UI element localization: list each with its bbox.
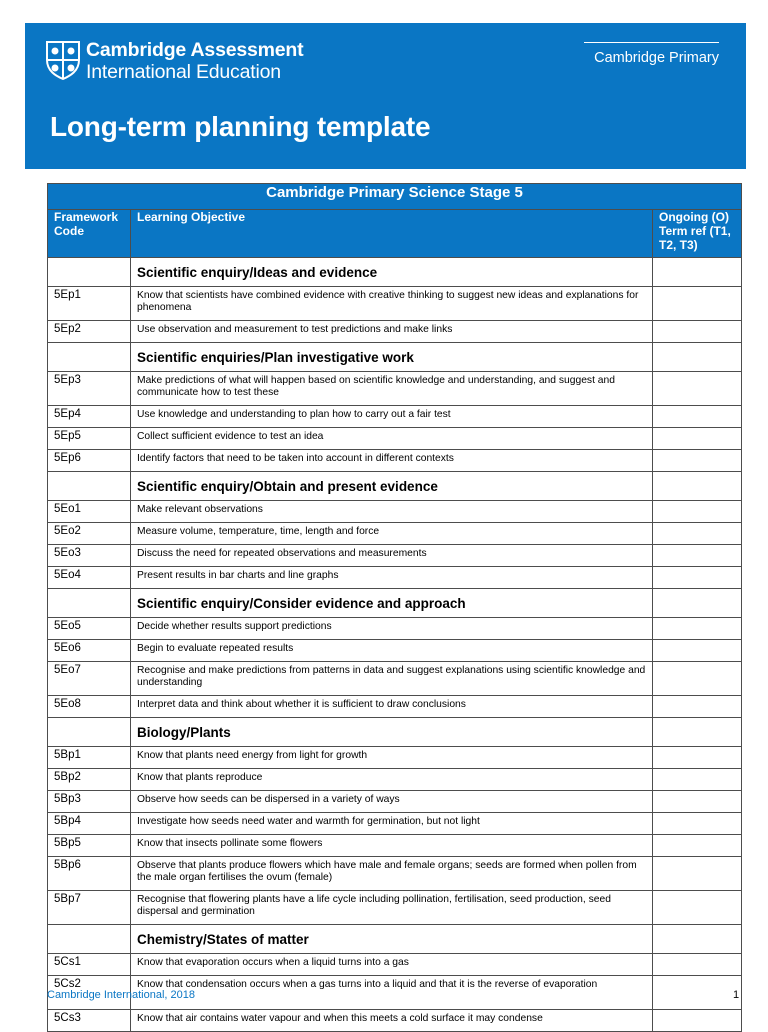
learning-objective: Make relevant observations	[131, 501, 653, 523]
table-row	[48, 523, 742, 545]
table-row	[48, 567, 742, 589]
section-row	[48, 343, 742, 372]
column-header-code: Framework Code	[48, 210, 131, 258]
table-row	[48, 954, 742, 976]
section-row	[48, 925, 742, 954]
framework-code: 5Eo5	[48, 618, 131, 640]
framework-code: 5Ep1	[48, 287, 131, 321]
term-ref-cell[interactable]	[653, 954, 742, 976]
framework-code: 5Ep5	[48, 428, 131, 450]
page-title: Long-term planning template	[50, 111, 431, 142]
framework-code: 5Eo6	[48, 640, 131, 662]
term-ref-cell[interactable]	[653, 545, 742, 567]
learning-objective: Know that scientists have combined evidence with creative thinking to suggest new ideas and explanations for phenomena	[131, 287, 653, 321]
term-ref-cell[interactable]	[653, 769, 742, 791]
term-ref-cell[interactable]	[653, 718, 742, 747]
learning-objective: Recognise and make predictions from patterns in data and suggest explanations using scientific knowledge and understanding	[131, 662, 653, 696]
table-row	[48, 321, 742, 343]
framework-code: 5Bp3	[48, 791, 131, 813]
framework-code: 5Ep6	[48, 450, 131, 472]
section-code-cell	[48, 258, 131, 287]
learning-objective: Make predictions of what will happen based on scientific knowledge and understanding, and suggest and communicate how to test these	[131, 372, 653, 406]
term-ref-cell[interactable]	[653, 372, 742, 406]
university-crest-icon	[45, 40, 81, 80]
framework-code: 5Eo2	[48, 523, 131, 545]
term-ref-cell[interactable]	[653, 567, 742, 589]
table-row	[48, 747, 742, 769]
section-code-cell	[48, 925, 131, 954]
column-header-objective: Learning Objective	[131, 210, 653, 258]
programme-label: Cambridge Primary	[594, 50, 719, 66]
framework-code: 5Bp7	[48, 891, 131, 925]
term-ref-cell[interactable]	[653, 287, 742, 321]
framework-code: 5Eo8	[48, 696, 131, 718]
framework-code: 5Cs2	[48, 976, 131, 1010]
framework-code: 5Bp5	[48, 835, 131, 857]
term-ref-cell[interactable]	[653, 857, 742, 891]
term-ref-cell[interactable]	[653, 523, 742, 545]
learning-objective: Measure volume, temperature, time, length and force	[131, 523, 653, 545]
term-ref-cell[interactable]	[653, 589, 742, 618]
learning-objective: Observe that plants produce flowers which have male and female organs; seeds are formed when pollen from the male organ fertilises the ovum (female)	[131, 857, 653, 891]
table-row	[48, 791, 742, 813]
table-title: Cambridge Primary Science Stage 5	[48, 184, 742, 210]
table-row	[48, 618, 742, 640]
section-heading: Biology/Plants	[131, 718, 653, 747]
term-ref-cell[interactable]	[653, 640, 742, 662]
learning-objective: Know that insects pollinate some flowers	[131, 835, 653, 857]
term-ref-cell[interactable]	[653, 891, 742, 925]
framework-code: 5Ep4	[48, 406, 131, 428]
section-heading: Scientific enquiry/Obtain and present evidence	[131, 472, 653, 501]
term-ref-cell[interactable]	[653, 258, 742, 287]
table-row	[48, 891, 742, 925]
learning-objective: Present results in bar charts and line graphs	[131, 567, 653, 589]
column-header-term: Ongoing (O) Term ref (T1, T2, T3)	[653, 210, 742, 258]
table-row	[48, 662, 742, 696]
org-name-line1: Cambridge Assessment	[86, 39, 304, 61]
table-row	[48, 428, 742, 450]
table-row	[48, 835, 742, 857]
learning-objective: Observe how seeds can be dispersed in a variety of ways	[131, 791, 653, 813]
learning-objective: Investigate how seeds need water and warmth for germination, but not light	[131, 813, 653, 835]
term-ref-cell[interactable]	[653, 1010, 742, 1032]
framework-code: 5Bp1	[48, 747, 131, 769]
learning-objective: Collect sufficient evidence to test an idea	[131, 428, 653, 450]
learning-objective: Begin to evaluate repeated results	[131, 640, 653, 662]
footer-copyright: Cambridge International, 2018	[47, 989, 195, 1001]
term-ref-cell[interactable]	[653, 747, 742, 769]
table-title-row	[48, 184, 742, 210]
section-code-cell	[48, 718, 131, 747]
term-ref-cell[interactable]	[653, 406, 742, 428]
term-ref-cell[interactable]	[653, 450, 742, 472]
learning-objective: Know that condensation occurs when a gas turns into a liquid and that it is the reverse of evaporation	[131, 976, 653, 1010]
table-row	[48, 1010, 742, 1032]
table-row	[48, 501, 742, 523]
framework-code: 5Cs3	[48, 1010, 131, 1032]
table-header-row	[48, 210, 742, 258]
section-heading: Scientific enquiry/Consider evidence and approach	[131, 589, 653, 618]
table-row	[48, 287, 742, 321]
org-logo	[45, 40, 303, 83]
header-banner	[25, 23, 746, 169]
section-code-cell	[48, 589, 131, 618]
table-row	[48, 696, 742, 718]
learning-objective: Identify factors that need to be taken into account in different contexts	[131, 450, 653, 472]
learning-objective: Recognise that flowering plants have a life cycle including pollination, fertilisation, seed production, seed dispersal and germination	[131, 891, 653, 925]
term-ref-cell[interactable]	[653, 813, 742, 835]
section-row	[48, 589, 742, 618]
org-name	[86, 40, 303, 83]
learning-objective: Know that plants reproduce	[131, 769, 653, 791]
section-heading: Chemistry/States of matter	[131, 925, 653, 954]
learning-objective: Know that air contains water vapour and when this meets a cold surface it may condense	[131, 1010, 653, 1032]
table-row	[48, 406, 742, 428]
framework-code: 5Bp6	[48, 857, 131, 891]
framework-code: 5Eo1	[48, 501, 131, 523]
term-ref-cell[interactable]	[653, 428, 742, 450]
table-row	[48, 640, 742, 662]
term-ref-cell[interactable]	[653, 343, 742, 372]
framework-code: 5Cs1	[48, 954, 131, 976]
framework-code: 5Ep2	[48, 321, 131, 343]
learning-objective: Use knowledge and understanding to plan how to carry out a fair test	[131, 406, 653, 428]
section-row	[48, 472, 742, 501]
learning-objective: Decide whether results support predictions	[131, 618, 653, 640]
term-ref-cell[interactable]	[653, 696, 742, 718]
section-row	[48, 258, 742, 287]
learning-objective: Interpret data and think about whether it is sufficient to draw conclusions	[131, 696, 653, 718]
section-heading: Scientific enquiry/Ideas and evidence	[131, 258, 653, 287]
term-ref-cell[interactable]	[653, 618, 742, 640]
table-row	[48, 372, 742, 406]
section-code-cell	[48, 343, 131, 372]
table-row	[48, 857, 742, 891]
term-ref-cell[interactable]	[653, 976, 742, 1010]
learning-objective: Know that evaporation occurs when a liquid turns into a gas	[131, 954, 653, 976]
table-row	[48, 450, 742, 472]
planning-table	[47, 183, 742, 1032]
learning-objective: Know that plants need energy from light for growth	[131, 747, 653, 769]
section-row	[48, 718, 742, 747]
table-row	[48, 769, 742, 791]
term-ref-cell[interactable]	[653, 472, 742, 501]
programme-rule	[584, 42, 719, 43]
programme-label-block	[584, 42, 719, 67]
section-code-cell	[48, 472, 131, 501]
framework-code: 5Ep3	[48, 372, 131, 406]
framework-code: 5Eo7	[48, 662, 131, 696]
section-heading: Scientific enquiries/Plan investigative work	[131, 343, 653, 372]
learning-objective: Discuss the need for repeated observations and measurements	[131, 545, 653, 567]
learning-objective: Use observation and measurement to test predictions and make links	[131, 321, 653, 343]
framework-code: 5Eo3	[48, 545, 131, 567]
framework-code: 5Eo4	[48, 567, 131, 589]
term-ref-cell[interactable]	[653, 321, 742, 343]
table-row	[48, 813, 742, 835]
table-row	[48, 545, 742, 567]
term-ref-cell[interactable]	[653, 835, 742, 857]
term-ref-cell[interactable]	[653, 662, 742, 696]
framework-code: 5Bp2	[48, 769, 131, 791]
term-ref-cell[interactable]	[653, 501, 742, 523]
table-body	[48, 258, 742, 1032]
framework-code: 5Bp4	[48, 813, 131, 835]
term-ref-cell[interactable]	[653, 925, 742, 954]
page-number: 1	[733, 989, 740, 1001]
org-name-line2: International Education	[86, 61, 281, 83]
term-ref-cell[interactable]	[653, 791, 742, 813]
